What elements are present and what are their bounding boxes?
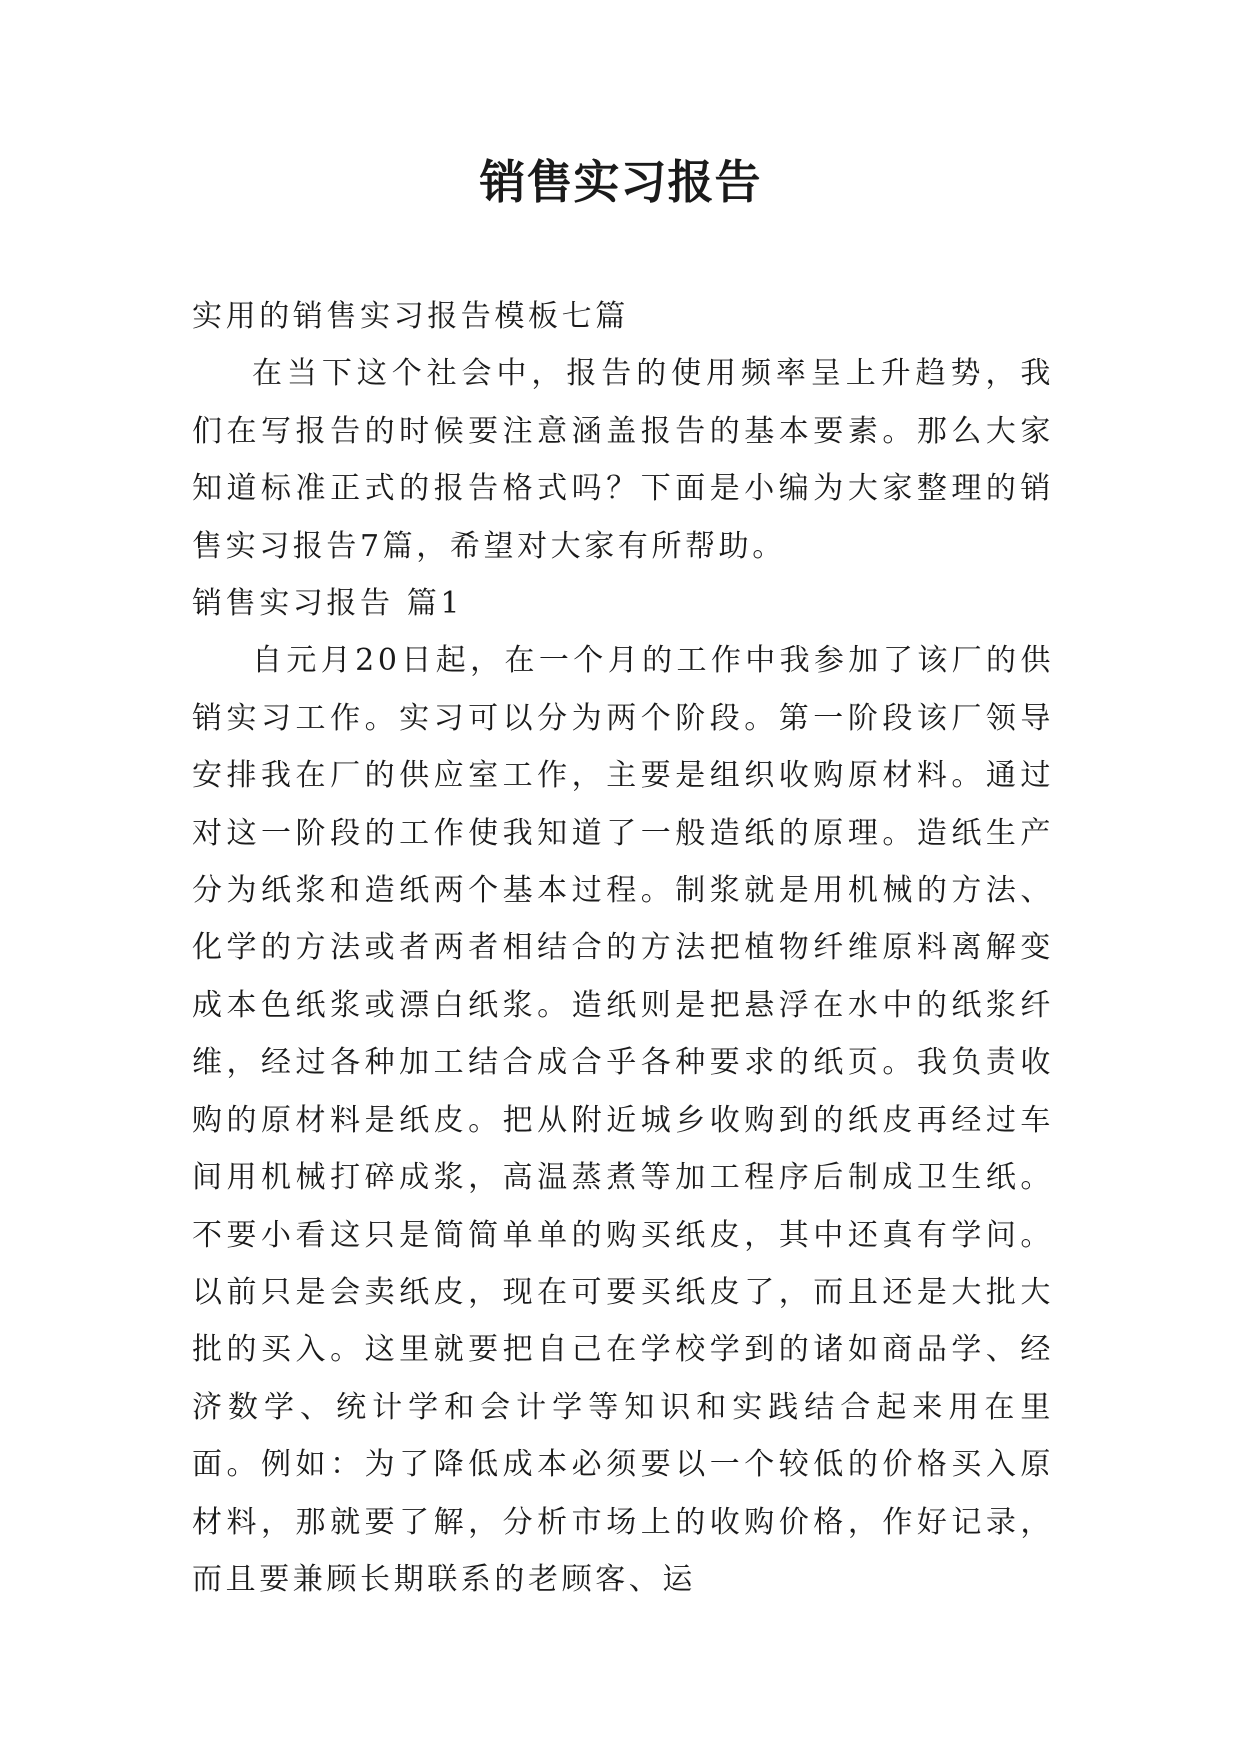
document-title: 销售实习报告	[479, 155, 762, 209]
section-paragraph: 自元月20日起，在一个月的工作中我参加了该厂的供销实习工作。实习可以分为两个阶段。第一阶段该厂领导安排我在厂的供应室工作，主要是组织收购原材料。通过对这一阶段的工作使我知道了一般造纸的原理。造纸生产分为纸浆和造纸两个基本过程。制浆就是用机械的方法、化学的方法或者两者相结合的方法把植物纤维原料离解变成本色纸浆或漂白纸浆。造纸则是把悬浮在水中的纸浆纤维，经过各种加工结合成合乎各种要求的纸页。我负责收购的原材料是纸皮。把从附近城乡收购到的纸皮再经过车间用机械打碎成浆，高温蒸煮等加工程序后制成卫生纸。不要小看这只是简简单单的购买纸皮，其中还真有学问。以前只是会卖纸皮，现在可要买纸皮了，而且还是大批大批的买入。这里就要把自己在学校学到的诸如商品学、经济数学、统计学和会计学等知识和实践结合起来用在里面。例如：为了降低成本必须要以一个较低的价格买入原材料，那就要了解，分析市场上的收购价格，作好记录，而且要兼顾长期联系的老顾客、运	[192, 643, 1054, 1597]
document-subtitle: 实用的销售实习报告模板七篇	[192, 299, 629, 334]
section-heading: 销售实习报告 篇1	[192, 586, 464, 622]
intro-paragraph: 在当下这个社会中，报告的使用频率呈上升趋势，我们在写报告的时候要注意涵盖报告的基本要素。那么大家知道标准正式的报告格式吗？下面是小编为大家整理的销售实习报告7篇，希望对大家有所帮助。	[192, 356, 1054, 564]
document-body	[192, 288, 1054, 1608]
